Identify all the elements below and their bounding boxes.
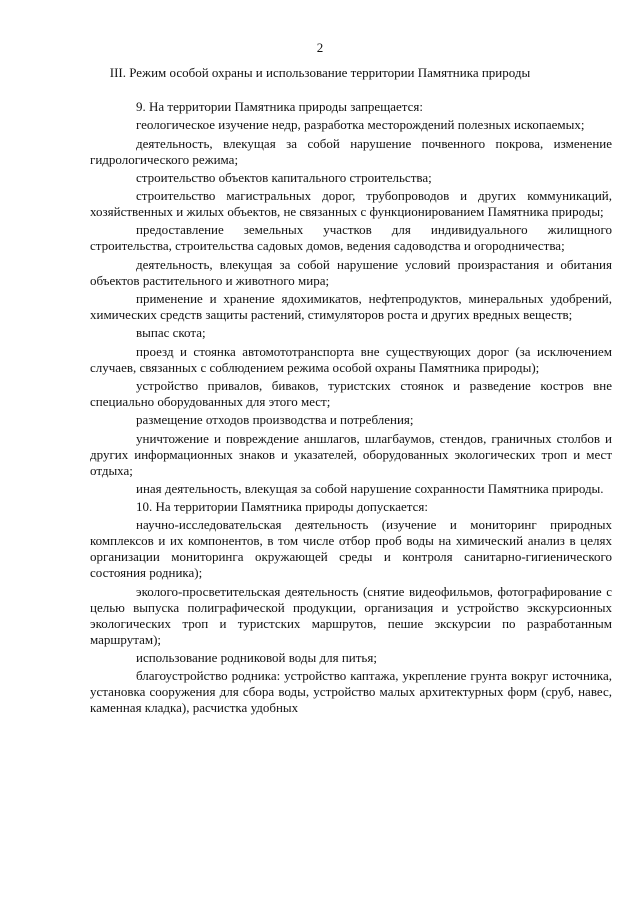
- paragraph-prohibition: размещение отходов производства и потребления;: [136, 412, 414, 428]
- paragraph-prohibition: проезд и стоянка автомототранспорта вне существующих дорог (за исключением случаев, связанных с соблюдением режима особой охраны Памятника природы);: [90, 343, 612, 375]
- document-body: [90, 99, 612, 719]
- paragraph-prohibition: строительство объектов капитального строительства;: [136, 169, 432, 185]
- paragraph-prohibition: деятельность, влекущая за собой нарушение условий произрастания и обитания объектов растительного и животного мира;: [90, 256, 612, 288]
- paragraph-prohibition: уничтожение и повреждение аншлагов, шлагбаумов, стендов, граничных столбов и других информационных знаков и указателей, оборудованных экологических троп и мест отдыха;: [90, 430, 612, 478]
- paragraph-item-9: 9. На территории Памятника природы запрещается:: [136, 99, 423, 114]
- paragraph-prohibition: предоставление земельных участков для индивидуального жилищного строительства, строительства садовых домов, ведения садоводства и огородничества;: [90, 222, 612, 254]
- paragraph-prohibition: строительство магистральных дорог, трубопроводов и других коммуникаций, хозяйственных и жилых объектов, не связанных с функционированием Памятника природы;: [90, 188, 612, 220]
- paragraph-prohibition: иная деятельность, влекущая за собой нарушение сохранности Памятника природы.: [136, 480, 604, 496]
- page-number: 2: [316, 40, 324, 55]
- paragraph-prohibition: применение и хранение ядохимикатов, нефтепродуктов, минеральных удобрений, химических средств защиты растений, стимуляторов роста и других вредных веществ;: [90, 291, 612, 323]
- paragraph-permission: благоустройство родника: устройство каптажа, укрепление грунта вокруг источника, установка сооружения для сбора воды, устройство малых архитектурных форм (сруб, навес, каменная кладка), расчистка удобных: [90, 668, 612, 716]
- paragraph-prohibition: выпас скота;: [136, 325, 206, 341]
- paragraph-prohibition: геологическое изучение недр, разработка месторождений полезных ископаемых;: [136, 117, 585, 133]
- paragraph-permission: научно-исследовательская деятельность (изучение и мониторинг природных комплексов и их компонентов, в том числе отбор проб воды на химический анализ в целях организации мониторинга окружающей среды и контроля санитарно-гигиенического состояния родника);: [90, 517, 612, 581]
- paragraph-permission: использование родниковой воды для питья;: [136, 650, 377, 666]
- paragraph-prohibition: устройство привалов, биваков, туристских стоянок и разведение костров вне специально оборудованных для этого мест;: [90, 377, 612, 409]
- paragraph-prohibition: деятельность, влекущая за собой нарушение почвенного покрова, изменение гидрологического режима;: [90, 135, 612, 167]
- section-heading: III. Режим особой охраны и использование территории Памятника природы: [109, 65, 531, 80]
- paragraph-permission: эколого-просветительская деятельность (снятие видеофильмов, фотографирование с целью выпуска полиграфической продукции, организация и устройство экскурсионных экологических троп и туристских маршрутов, пешие экскурсии по разработанным маршрутам);: [90, 583, 612, 647]
- paragraph-item-10: 10. На территории Памятника природы допускается:: [136, 499, 428, 515]
